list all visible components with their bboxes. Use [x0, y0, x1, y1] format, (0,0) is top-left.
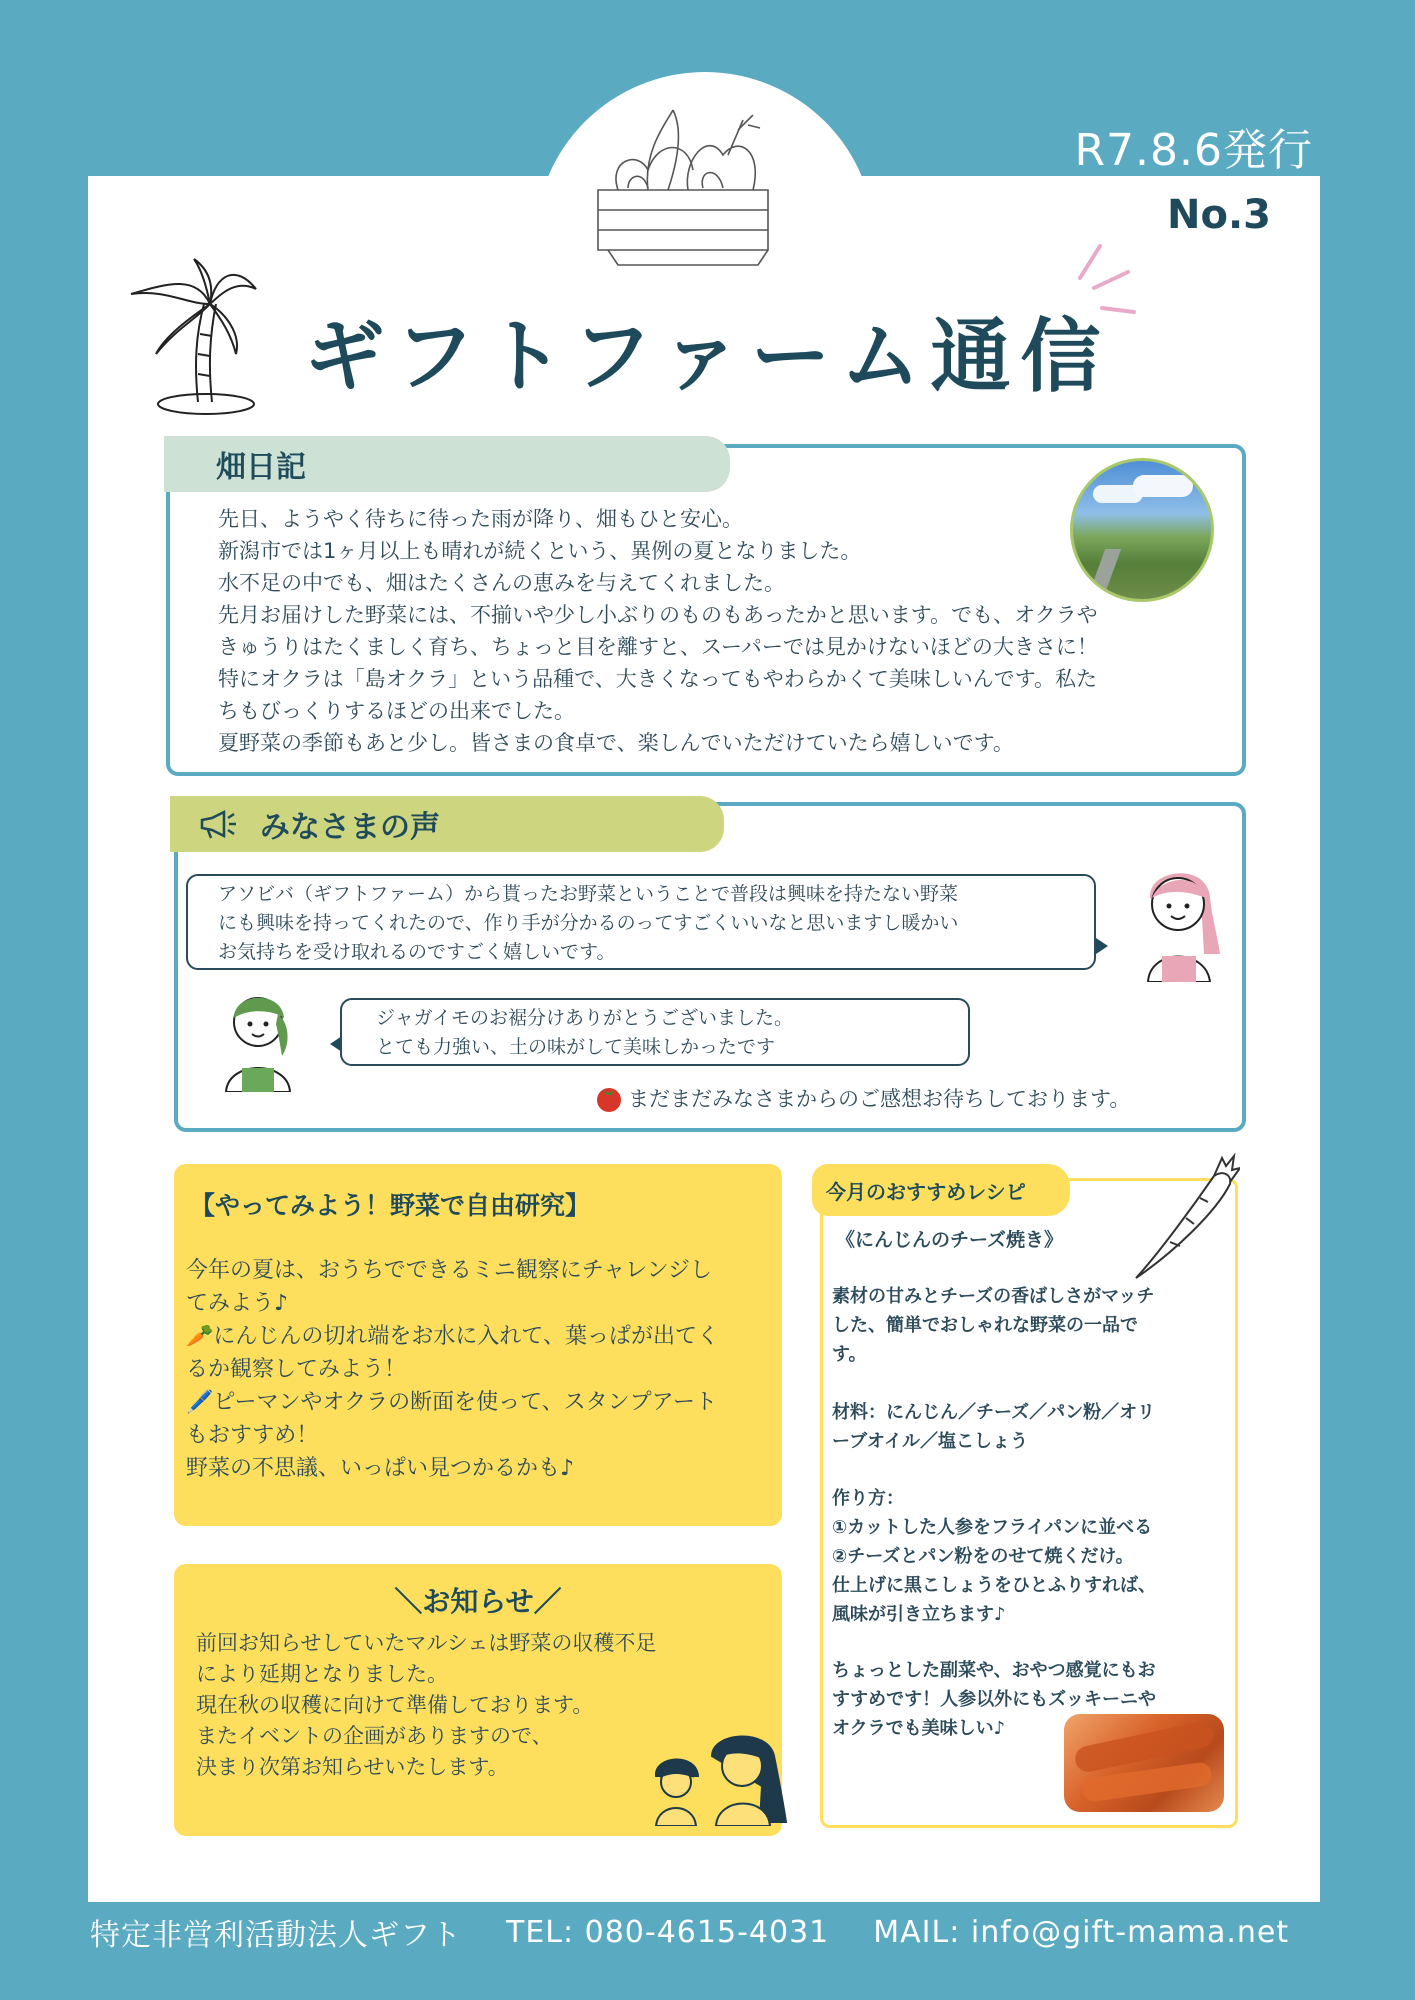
text-line: 夏野菜の季節もあと少し。皆さまの食卓で、楽しんでいただけていたら嬉しいです。	[218, 731, 1014, 755]
text-line: 材料：にんじん／チーズ／パン粉／オリ	[832, 1402, 1156, 1423]
field-diary-heading	[164, 436, 730, 492]
field-diary-heading-text: 畑日記	[216, 450, 306, 485]
text-line: す。	[832, 1344, 867, 1365]
text-line: ジャガイモのお裾分けありがとうございました。	[376, 1007, 794, 1029]
text-line: ①カットした人参をフライパンに並べる	[832, 1517, 1153, 1538]
text-line: により延期となりました。	[196, 1662, 448, 1686]
text-line: 風味が引き立ちます♪	[832, 1604, 1006, 1625]
text-line: ちょっとした副菜や、おやつ感覚にもお	[832, 1660, 1156, 1681]
recipe-steps	[832, 1484, 1232, 1629]
text-line: 水不足の中でも、畑はたくさんの恵みを与えてくれました。	[218, 571, 785, 595]
voices-heading-text: みなさまの声	[260, 810, 440, 845]
text-line: 現在秋の収穫に向けて準備しております。	[196, 1693, 594, 1717]
family-illustration	[650, 1726, 788, 1826]
recipe-description	[832, 1282, 1232, 1369]
issue-date: R7.8.6発行	[1074, 125, 1313, 176]
text-line: てみよう♪	[186, 1291, 289, 1316]
newsletter-title: ギフトファーム通信	[304, 310, 1111, 403]
text-line: すすめです！人参以外にもズッキーニや	[832, 1689, 1156, 1710]
voices-heading	[170, 796, 724, 852]
text-line: 前回お知らせしていたマルシェは野菜の収穫不足	[196, 1631, 657, 1655]
tomato-icon	[594, 1083, 624, 1113]
vegetable-crate-illustration	[588, 100, 788, 270]
text-line: 決まり次第お知らせいたします。	[196, 1755, 509, 1779]
voice-bubble-2	[340, 998, 970, 1066]
field-diary-body	[218, 503, 1218, 759]
megaphone-icon	[198, 808, 238, 840]
text-line: にも興味を持ってくれたので、作り手が分かるのってすごくいいなと思いますし暖かい	[218, 912, 959, 934]
recipe-ingredients	[832, 1398, 1232, 1456]
text-line: またイベントの企画がありますので、	[196, 1724, 553, 1748]
text-line: 先日、ようやく待ちに待った雨が降り、畑もひと安心。	[218, 507, 743, 531]
carrot-illustration	[1130, 1152, 1240, 1282]
text-line: 今年の夏は、おうちでできるミニ観察にチャレンジし	[186, 1258, 713, 1283]
recipe-tab-text: 今月のおすすめレシピ	[826, 1179, 1026, 1204]
text-line: 特にオクラは「島オクラ」という品種で、大きくなってもやわらかくて美味しいんです。私た	[218, 667, 1098, 691]
text-line: 🖊️ピーマンやオクラの断面を使って、スタンプアート	[186, 1390, 717, 1415]
text-line: もおすすめ！	[186, 1423, 319, 1448]
text-line: 野菜の不思議、いっぱい見つかるかも♪	[186, 1456, 575, 1481]
woman-avatar-icon	[1130, 858, 1226, 982]
man-avatar-icon	[218, 984, 298, 1092]
text-line: とても力強い、土の味がして美味しかったです	[376, 1036, 776, 1058]
text-line: 新潟市では1ヶ月以上も晴れが続くという、異例の夏となりました。	[218, 539, 862, 563]
text-line: るか観察してみよう！	[186, 1357, 407, 1382]
footer	[90, 1902, 1289, 1962]
text-line: 素材の甘みとチーズの香ばしさがマッチ	[832, 1286, 1155, 1307]
footer-email[interactable]: MAIL: info@gift-mama.net	[873, 1914, 1290, 1950]
text-line: ②チーズとパン粉をのせて焼くだけ。	[832, 1546, 1134, 1567]
text-line: した、簡単でおしゃれな野菜の一品で	[832, 1315, 1138, 1336]
text-line: ーブオイル／塩こしょう	[832, 1431, 1029, 1452]
text-line: 🥕にんじんの切れ端をお水に入れて、葉っぱが出てく	[186, 1324, 719, 1349]
research-body	[186, 1254, 776, 1485]
text-line: オクラでも美味しい♪	[832, 1718, 1006, 1739]
voice-bubble-1	[186, 874, 1096, 970]
text-line: きゅうりはたくましく育ち、ちょっと目を離すと、スーパーでは見かけないほどの大きさに！	[218, 635, 1098, 659]
issue-number: No.3	[1167, 192, 1271, 238]
waiting-message: まだまだみなさまからのご感想お待ちしております。	[628, 1087, 1131, 1111]
text-line: アソビバ（ギフトファーム）から貰ったお野菜ということで普段は興味を持たない野菜	[218, 883, 959, 905]
recipe-name: 《にんじんのチーズ焼き》	[836, 1229, 1064, 1251]
text-line: 仕上げに黒こしょうをひとふりすれば、	[832, 1575, 1156, 1596]
bubble-pointer-right	[1096, 938, 1110, 954]
waiting-line	[594, 1080, 1130, 1116]
research-heading: 【やってみよう！野菜で自由研究】	[190, 1191, 591, 1220]
text-line: ちもびっくりするほどの出来でした。	[218, 699, 575, 723]
footer-organization: 特定非営利活動法人ギフト	[90, 1918, 462, 1953]
text-line: 作り方：	[832, 1488, 904, 1509]
recipe-tab	[812, 1164, 1070, 1216]
recipe-photo	[1064, 1714, 1224, 1812]
notice-heading: ＼お知らせ／	[394, 1585, 562, 1618]
footer-phone[interactable]: TEL: 080-4615-4031	[506, 1914, 830, 1950]
text-line: お気持ちを受け取れるのですごく嬉しいです。	[218, 941, 616, 963]
text-line: 先月お届けした野菜には、不揃いや少し小ぶりのものもあったかと思います。でも、オクラや	[218, 603, 1098, 627]
